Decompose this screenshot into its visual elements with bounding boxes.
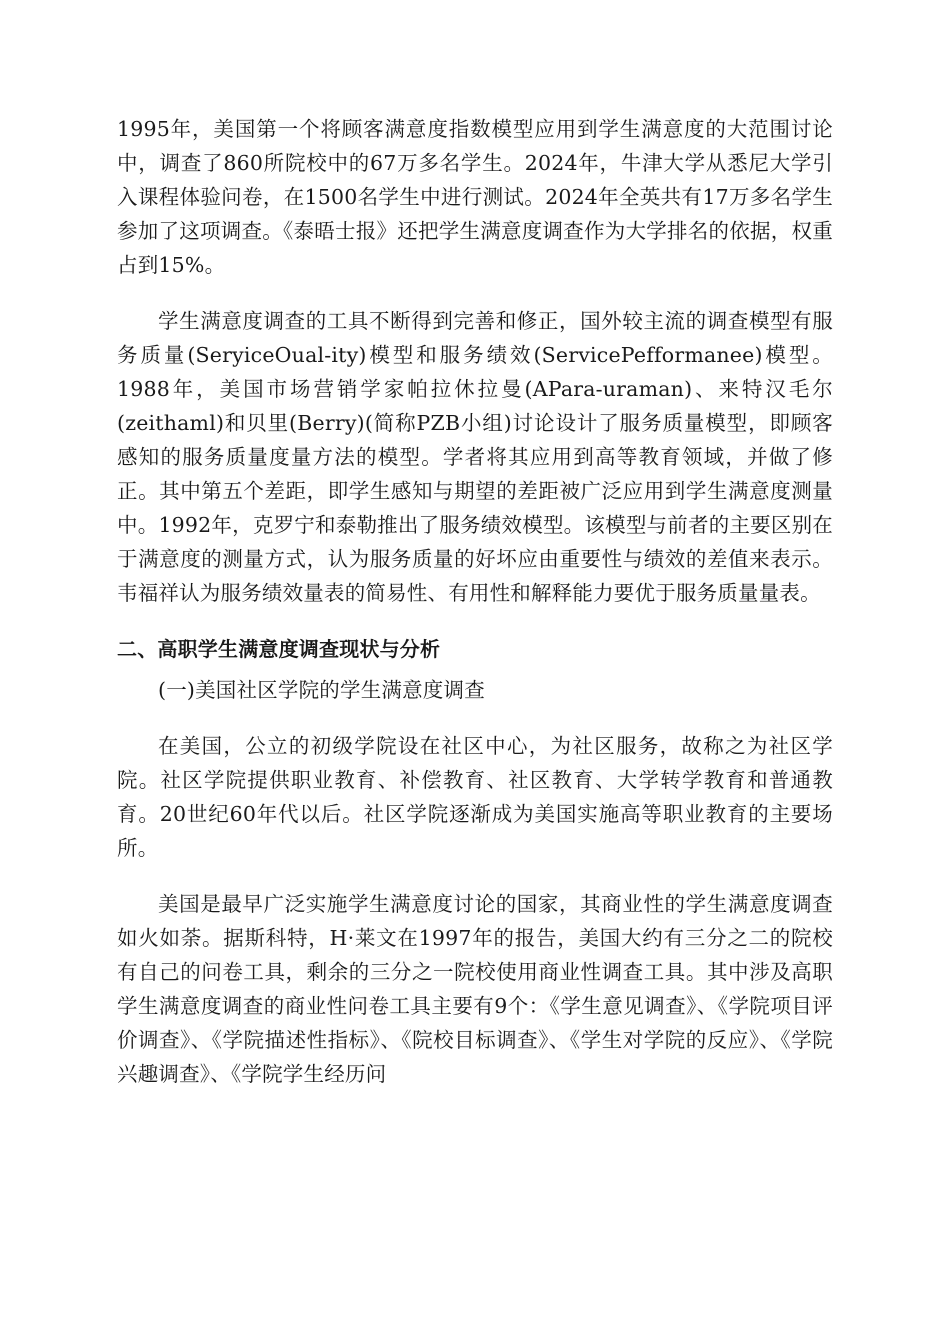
paragraph-4: 美国是最早广泛实施学生满意度讨论的国家，其商业性的学生满意度调查如火如荼。据斯科特，H·莱文在1997年的报告，美国大约有三分之二的院校有自己的问卷工具，剩余的三分之一院校使用商业性调查工具。其中涉及高职学生满意度调查的商业性问卷工具主要有9个：《学生意见调查》、《学院项目评价调查》、《学院描述性指标》、《院校目标调查》、《学生对学院的反应》、《学院兴趣调查》、《学院学生经历问 bbox=[117, 892, 833, 1086]
paragraph-2: 学生满意度调查的工具不断得到完善和修正，国外较主流的调查模型有服务质量(SeryiceOual-ity)模型和服务绩效(ServicePefformanee)模型。1988年，美国市场营销学家帕拉休拉曼(APara-uraman)、来特汉毛尔(zeithaml)和贝里(Berry)(简称PZB小组)讨论设计了服务质量模型，即顾客感知的服务质量度量方法的模型。学者将其应用到高等教育领域，并做了修正。其中第五个差距，即学生感知与期望的差距被广泛应用到学生满意度测量中。1992年，克罗宁和泰勒推出了服务绩效模型。该模型与前者的主要区别在于满意度的测量方式，认为服务质量的好坏应由重要性与绩效的差值来表示。韦福祥认为服务绩效量表的简易性、有用性和解释能力要优于服务质量量表。 bbox=[117, 309, 833, 605]
subsection-heading: (一)美国社区学院的学生满意度调查 bbox=[158, 678, 485, 702]
document-page bbox=[117, 112, 833, 1091]
paragraph-1: 1995年，美国第一个将顾客满意度指数模型应用到学生满意度的大范围讨论中，调查了860所院校中的67万多名学生。2024年，牛津大学从悉尼大学引入课程体验问卷，在1500名学生中进行测试。2024年全英共有17万多名学生参加了这项调查。《泰晤士报》还把学生满意度调查作为大学排名的依据，权重占到15%。 bbox=[117, 117, 833, 277]
section-heading: 二、高职学生满意度调查现状与分析 bbox=[117, 637, 441, 661]
paragraph-3: 在美国，公立的初级学院设在社区中心，为社区服务，故称之为社区学院。社区学院提供职业教育、补偿教育、社区教育、大学转学教育和普通教育。20世纪60年代以后。社区学院逐渐成为美国实施高等职业教育的主要场所。 bbox=[117, 734, 833, 860]
